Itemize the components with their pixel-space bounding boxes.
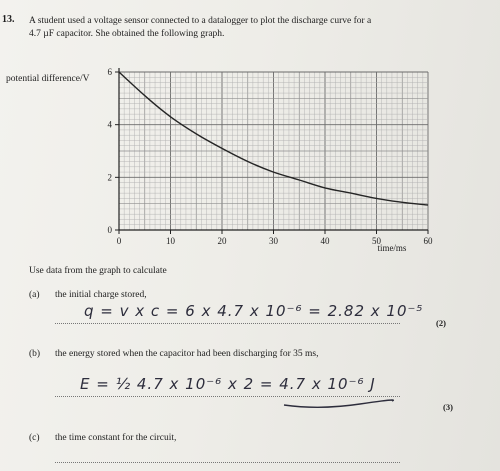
x-tick-label: 20 [217, 236, 227, 246]
x-tick-label: 60 [423, 236, 433, 246]
question-stem-line-1: A student used a voltage sensor connected to a datalogger to plot the discharge curve for a [29, 16, 372, 26]
y-tick-label: 6 [107, 67, 112, 77]
y-tick-label: 4 [107, 119, 112, 130]
instructions: Use data from the graph to calculate [29, 266, 167, 276]
part-b-label: (b) [29, 349, 41, 359]
part-a-marks: (2) [436, 318, 446, 328]
x-axis-label: time/ms [377, 243, 407, 253]
x-tick-label: 0 [116, 236, 122, 246]
part-a-answer-line [55, 323, 400, 324]
part-b-text: the energy stored when the capacitor had been discharging for 35 ms, [55, 349, 319, 359]
graph-axes [108, 67, 434, 246]
graph-grid [119, 72, 428, 230]
x-tick-label: 50 [372, 236, 381, 246]
part-a-label: (a) [29, 290, 40, 300]
y-axis-label: potential difference/V [6, 74, 90, 84]
part-c-text: the time constant for the circuit, [55, 433, 177, 443]
part-b-underline-stroke [280, 395, 400, 411]
question-stem-line-2: 4.7 µF capacitor. She obtained the following graph. [29, 29, 225, 39]
x-tick-label: 40 [320, 236, 330, 246]
y-tick-label: 2 [107, 172, 112, 183]
part-b-answer: E = ½ 4.7 x 10⁻⁶ x 2 = 4.7 x 10⁻⁶ J [80, 375, 376, 393]
part-a-text: the initial charge stored, [55, 290, 147, 300]
part-c-answer-line [55, 462, 400, 463]
question-number: 13. [2, 14, 15, 25]
x-tick-label: 10 [166, 236, 175, 246]
y-tick-label: 0 [107, 225, 112, 235]
part-b-marks: (3) [443, 402, 453, 412]
part-c-label: (c) [29, 433, 40, 443]
part-a-answer: q = v x c = 6 x 4.7 x 10⁻⁶ = 2.82 x 10⁻⁵ [84, 302, 424, 320]
x-tick-label: 30 [269, 236, 278, 246]
